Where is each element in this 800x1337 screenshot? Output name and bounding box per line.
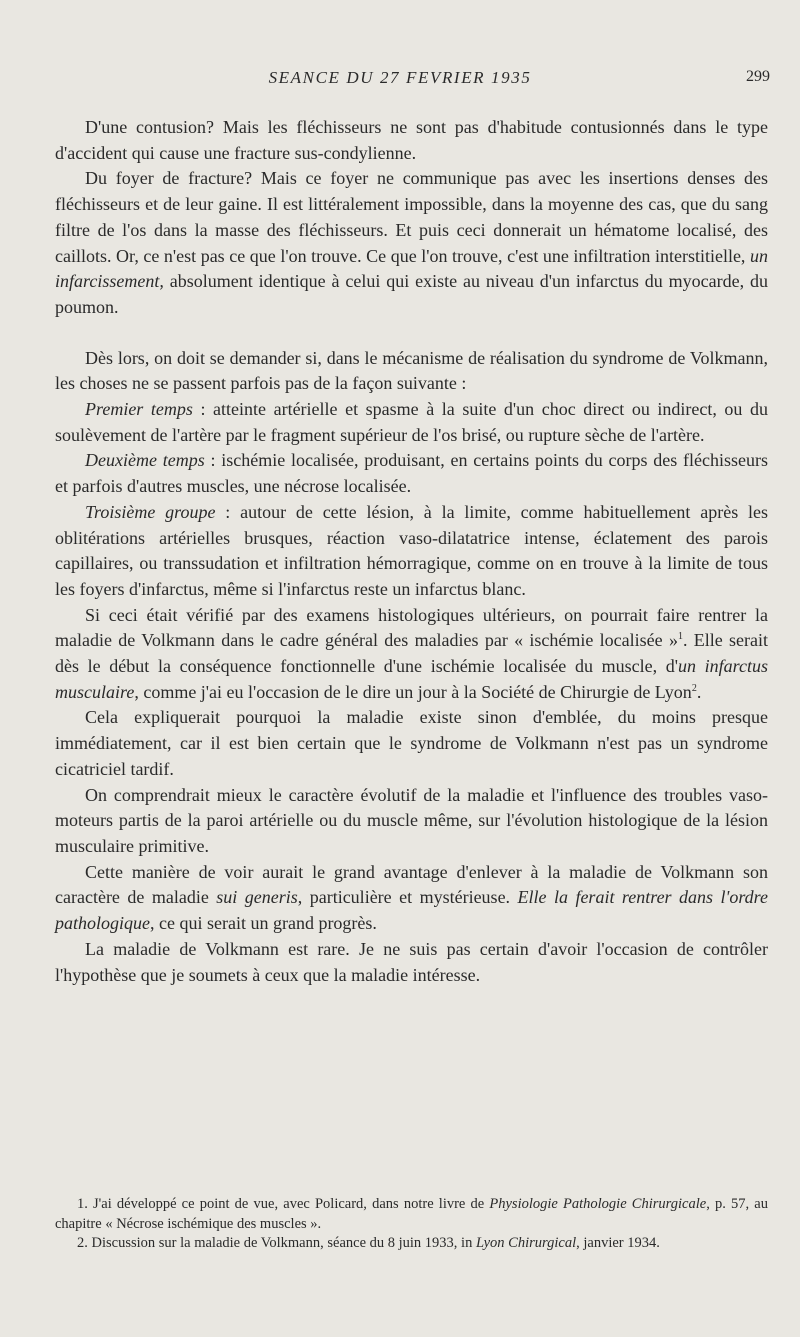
paragraph-1: D'une contusion? Mais les fléchisseurs ne sont pas d'habitude contusionnés dans le type d'accident qui cause une fracture sus-condylienne. — [55, 117, 768, 163]
paragraph-11: La maladie de Volkmann est rare. Je ne suis pas certain d'avoir l'occasion de contrôler l'hypothèse que je soumets à ceux que la maladie intéresse. — [55, 938, 768, 985]
running-title: SEANCE DU 27 FEVRIER 1935 — [268, 68, 532, 87]
footnote-ref-1: 1 — [677, 631, 683, 643]
running-header — [0, 68, 800, 92]
page-number: 299 — [746, 68, 770, 85]
emphasis: Troisième groupe — [85, 501, 216, 522]
paragraph-2: Du foyer de fracture? Mais ce foyer ne communique pas avec les insertions denses des fléchisseurs et de leur gaine. Il est littéralement impossible, dans la moyenne des cas, que du sang filtre de l'os dans la masse des fléchisseurs. Et puis ceci donnerait un hématome localisé, des caillots. Or, ce n'est pas ce que l'on trouve. Ce que l'on trouve, c'est une infiltration interstitielle, un infarcissement, absolument identique à celui qui existe au niveau d'un infarctus du myocarde, du poumon. — [55, 168, 769, 317]
emphasis: Lyon Chirurgical — [475, 1235, 577, 1251]
emphasis: sui generis — [216, 887, 298, 908]
paragraph-3: Dès lors, on doit se demander si, dans le mécanisme de réalisation du syndrome de Volkmann, les choses ne se passent parfois pas de la façon suivante : — [55, 347, 768, 394]
paragraph-7: Si ceci était vérifié par des examens histologiques ultérieurs, on pourrait faire rentrer la maladie de Volkmann dans le cadre général des maladies par « ischémie localisée »$^1$. Elle serait dès le début la conséquence fonctionnelle d'une ischémie localisée du muscle, d'un infarctus musculaire, comme j'ai eu l'occasion de le dire un jour à la Société de Chirurgie de Lyon$^2$. — [55, 604, 769, 702]
footnote-2: 2. Discussion sur la maladie de Volkmann, séance du 8 juin 1933, in Lyon Chirurgical, janvier 1934. — [77, 1235, 660, 1251]
paragraph-9: On comprendrait mieux le caractère évolutif de la maladie et l'influence des troubles vaso-moteurs partis de la paroi artérielle ou du muscle même, sur l'évolution histologique de la lésion musculaire primitive. — [55, 784, 768, 856]
paragraph-6: Troisième groupe : autour de cette lésion, à la limite, comme habituellement après les oblitérations artérielles brusques, réaction vaso-dilatatrice intense, éclatement des parois capillaires, ou transsudation et infiltration hémorragique, comme on en trouve à la limite de tous les foyers d'infarctus, même si l'infarctus reste un infarctus blanc. — [55, 501, 768, 599]
emphasis: un infarcissement, — [55, 245, 768, 292]
footnotes — [55, 1195, 768, 1254]
emphasis: Deuxième temps — [85, 450, 205, 471]
footnote-1: 1. J'ai développé ce point de vue, avec Policard, dans notre livre de Physiologie Pathologie Chirurgicale, p. 57, au chapitre « Nécrose ischémique des muscles ». — [55, 1196, 768, 1232]
paragraph-8: Cela expliquerait pourquoi la maladie existe sinon d'emblée, du moins presque immédiatement, car il est bien certain que le syndrome de Volkmann n'est pas un syndrome cicatriciel tardif. — [55, 707, 768, 779]
paragraph-4: Premier temps : atteinte artérielle et spasme à la suite d'un choc direct ou indirect, ou du soulèvement de l'artère par le fragment supérieur de l'os brisé, ou rupture sèche de l'artère. — [55, 399, 769, 445]
emphasis: Premier temps — [85, 399, 193, 420]
emphasis: Physiologie Pathologie Chirurgicale — [489, 1196, 707, 1212]
paragraph-5: Deuxième temps : ischémie localisée, produisant, en certains points du corps des fléchisseurs et parfois d'autres muscles, une nécrose localisée. — [55, 450, 768, 497]
body-text — [55, 115, 768, 988]
emphasis: un infarctus musculaire — [55, 656, 768, 702]
paragraph-10: Cette manière de voir aurait le grand avantage d'enlever à la maladie de Volkmann son caractère de maladie sui generis, particulière et mystérieuse. Elle la ferait rentrer dans l'ordre pathologique, ce qui serait un grand progrès. — [55, 861, 769, 934]
footnote-ref-2: 2 — [691, 682, 697, 694]
emphasis: Elle la ferait rentrer dans l'ordre pathologique — [55, 887, 769, 934]
